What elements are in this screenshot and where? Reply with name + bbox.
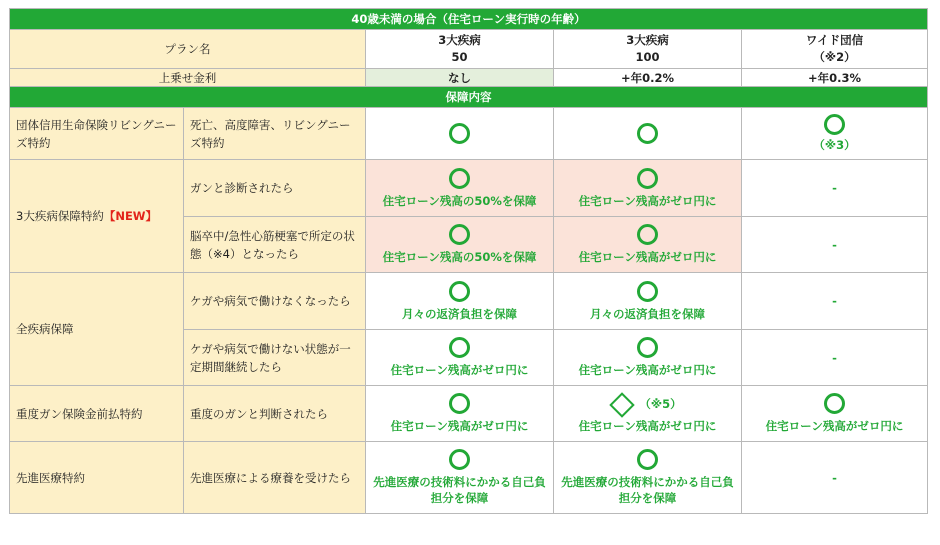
coverage-note: （※5） bbox=[639, 396, 682, 411]
circle-icon bbox=[637, 123, 658, 144]
circle-icon bbox=[824, 393, 845, 414]
coverage-cell: 先進医療の技術料にかかる自己負担分を保障 bbox=[366, 442, 554, 514]
coverage-cell: - bbox=[742, 217, 928, 273]
plan-header-1: 3大疾病 50 bbox=[366, 30, 554, 69]
table-title: 40歳未満の場合（住宅ローン実行時の年齢） bbox=[10, 9, 928, 30]
category-three-diseases: 3大疾病保障特約【NEW】 bbox=[10, 160, 184, 273]
coverage-cell: 住宅ローン残高がゼロ円に bbox=[742, 386, 928, 442]
coverage-cell: 住宅ローン残高がゼロ円に bbox=[366, 330, 554, 386]
rate-label: 上乗せ金利 bbox=[10, 69, 366, 87]
coverage-cell: 住宅ローン残高の50%を保障 bbox=[366, 160, 554, 217]
coverage-cell: - bbox=[742, 330, 928, 386]
coverage-cell: 先進医療の技術料にかかる自己負担分を保障 bbox=[554, 442, 742, 514]
condition-label: 先進医療による療養を受けたら bbox=[184, 442, 366, 514]
circle-icon bbox=[449, 281, 470, 302]
condition-label: 重度のガンと判断されたら bbox=[184, 386, 366, 442]
coverage-cell: - bbox=[742, 273, 928, 330]
coverage-cell: 月々の返済負担を保障 bbox=[366, 273, 554, 330]
circle-icon bbox=[449, 123, 470, 144]
coverage-cell: - bbox=[742, 160, 928, 217]
condition-label: ケガや病気で働けない状態が一定期間継続したら bbox=[184, 330, 366, 386]
coverage-cell: 月々の返済負担を保障 bbox=[554, 273, 742, 330]
plan-header-3: ワイド団信 （※2） bbox=[742, 30, 928, 69]
circle-icon bbox=[637, 337, 658, 358]
coverage-cell bbox=[742, 108, 928, 160]
circle-icon bbox=[824, 114, 845, 135]
section-title: 保障内容 bbox=[10, 87, 928, 108]
circle-icon bbox=[637, 224, 658, 245]
rate-value-3: +年0.3% bbox=[742, 69, 928, 87]
coverage-cell: 住宅ローン残高がゼロ円に bbox=[554, 160, 742, 217]
coverage-table bbox=[9, 8, 928, 514]
plan-label: プラン名 bbox=[10, 30, 366, 69]
circle-icon bbox=[449, 337, 470, 358]
plan-row bbox=[10, 30, 928, 69]
condition-label: 死亡、高度障害、リビングニーズ特約 bbox=[184, 108, 366, 160]
circle-icon bbox=[449, 168, 470, 189]
coverage-note: （※3） bbox=[813, 138, 856, 152]
table-row bbox=[10, 442, 928, 514]
table-row bbox=[10, 108, 928, 160]
category-severe-cancer: 重度ガン保険金前払特約 bbox=[10, 386, 184, 442]
table-row bbox=[10, 160, 928, 217]
condition-label: ケガや病気で働けなくなったら bbox=[184, 273, 366, 330]
condition-label: ガンと診断されたら bbox=[184, 160, 366, 217]
coverage-cell: 住宅ローン残高の50%を保障 bbox=[366, 217, 554, 273]
diamond-icon bbox=[610, 392, 635, 417]
category-life-insurance: 団体信用生命保険リビングニーズ特約 bbox=[10, 108, 184, 160]
circle-icon bbox=[637, 168, 658, 189]
table-row bbox=[10, 386, 928, 442]
circle-icon bbox=[449, 393, 470, 414]
plan-header-2: 3大疾病 100 bbox=[554, 30, 742, 69]
coverage-cell: 住宅ローン残高がゼロ円に bbox=[554, 330, 742, 386]
new-badge: 【NEW】 bbox=[103, 209, 157, 223]
title-row bbox=[10, 9, 928, 30]
table-row bbox=[10, 273, 928, 330]
rate-row bbox=[10, 69, 928, 87]
circle-icon bbox=[637, 449, 658, 470]
coverage-cell: （※5） 住宅ローン残高がゼロ円に bbox=[554, 386, 742, 442]
rate-value-1: なし bbox=[366, 69, 554, 87]
category-all-diseases: 全疾病保障 bbox=[10, 273, 184, 386]
coverage-cell: 住宅ローン残高がゼロ円に bbox=[554, 217, 742, 273]
circle-icon bbox=[449, 449, 470, 470]
section-row bbox=[10, 87, 928, 108]
coverage-cell: 住宅ローン残高がゼロ円に bbox=[366, 386, 554, 442]
coverage-cell bbox=[366, 108, 554, 160]
coverage-cell: - bbox=[742, 442, 928, 514]
condition-label: 脳卒中/急性心筋梗塞で所定の状態（※4）となったら bbox=[184, 217, 366, 273]
circle-icon bbox=[449, 224, 470, 245]
rate-value-2: +年0.2% bbox=[554, 69, 742, 87]
coverage-cell bbox=[554, 108, 742, 160]
category-advanced-medical: 先進医療特約 bbox=[10, 442, 184, 514]
circle-icon bbox=[637, 281, 658, 302]
